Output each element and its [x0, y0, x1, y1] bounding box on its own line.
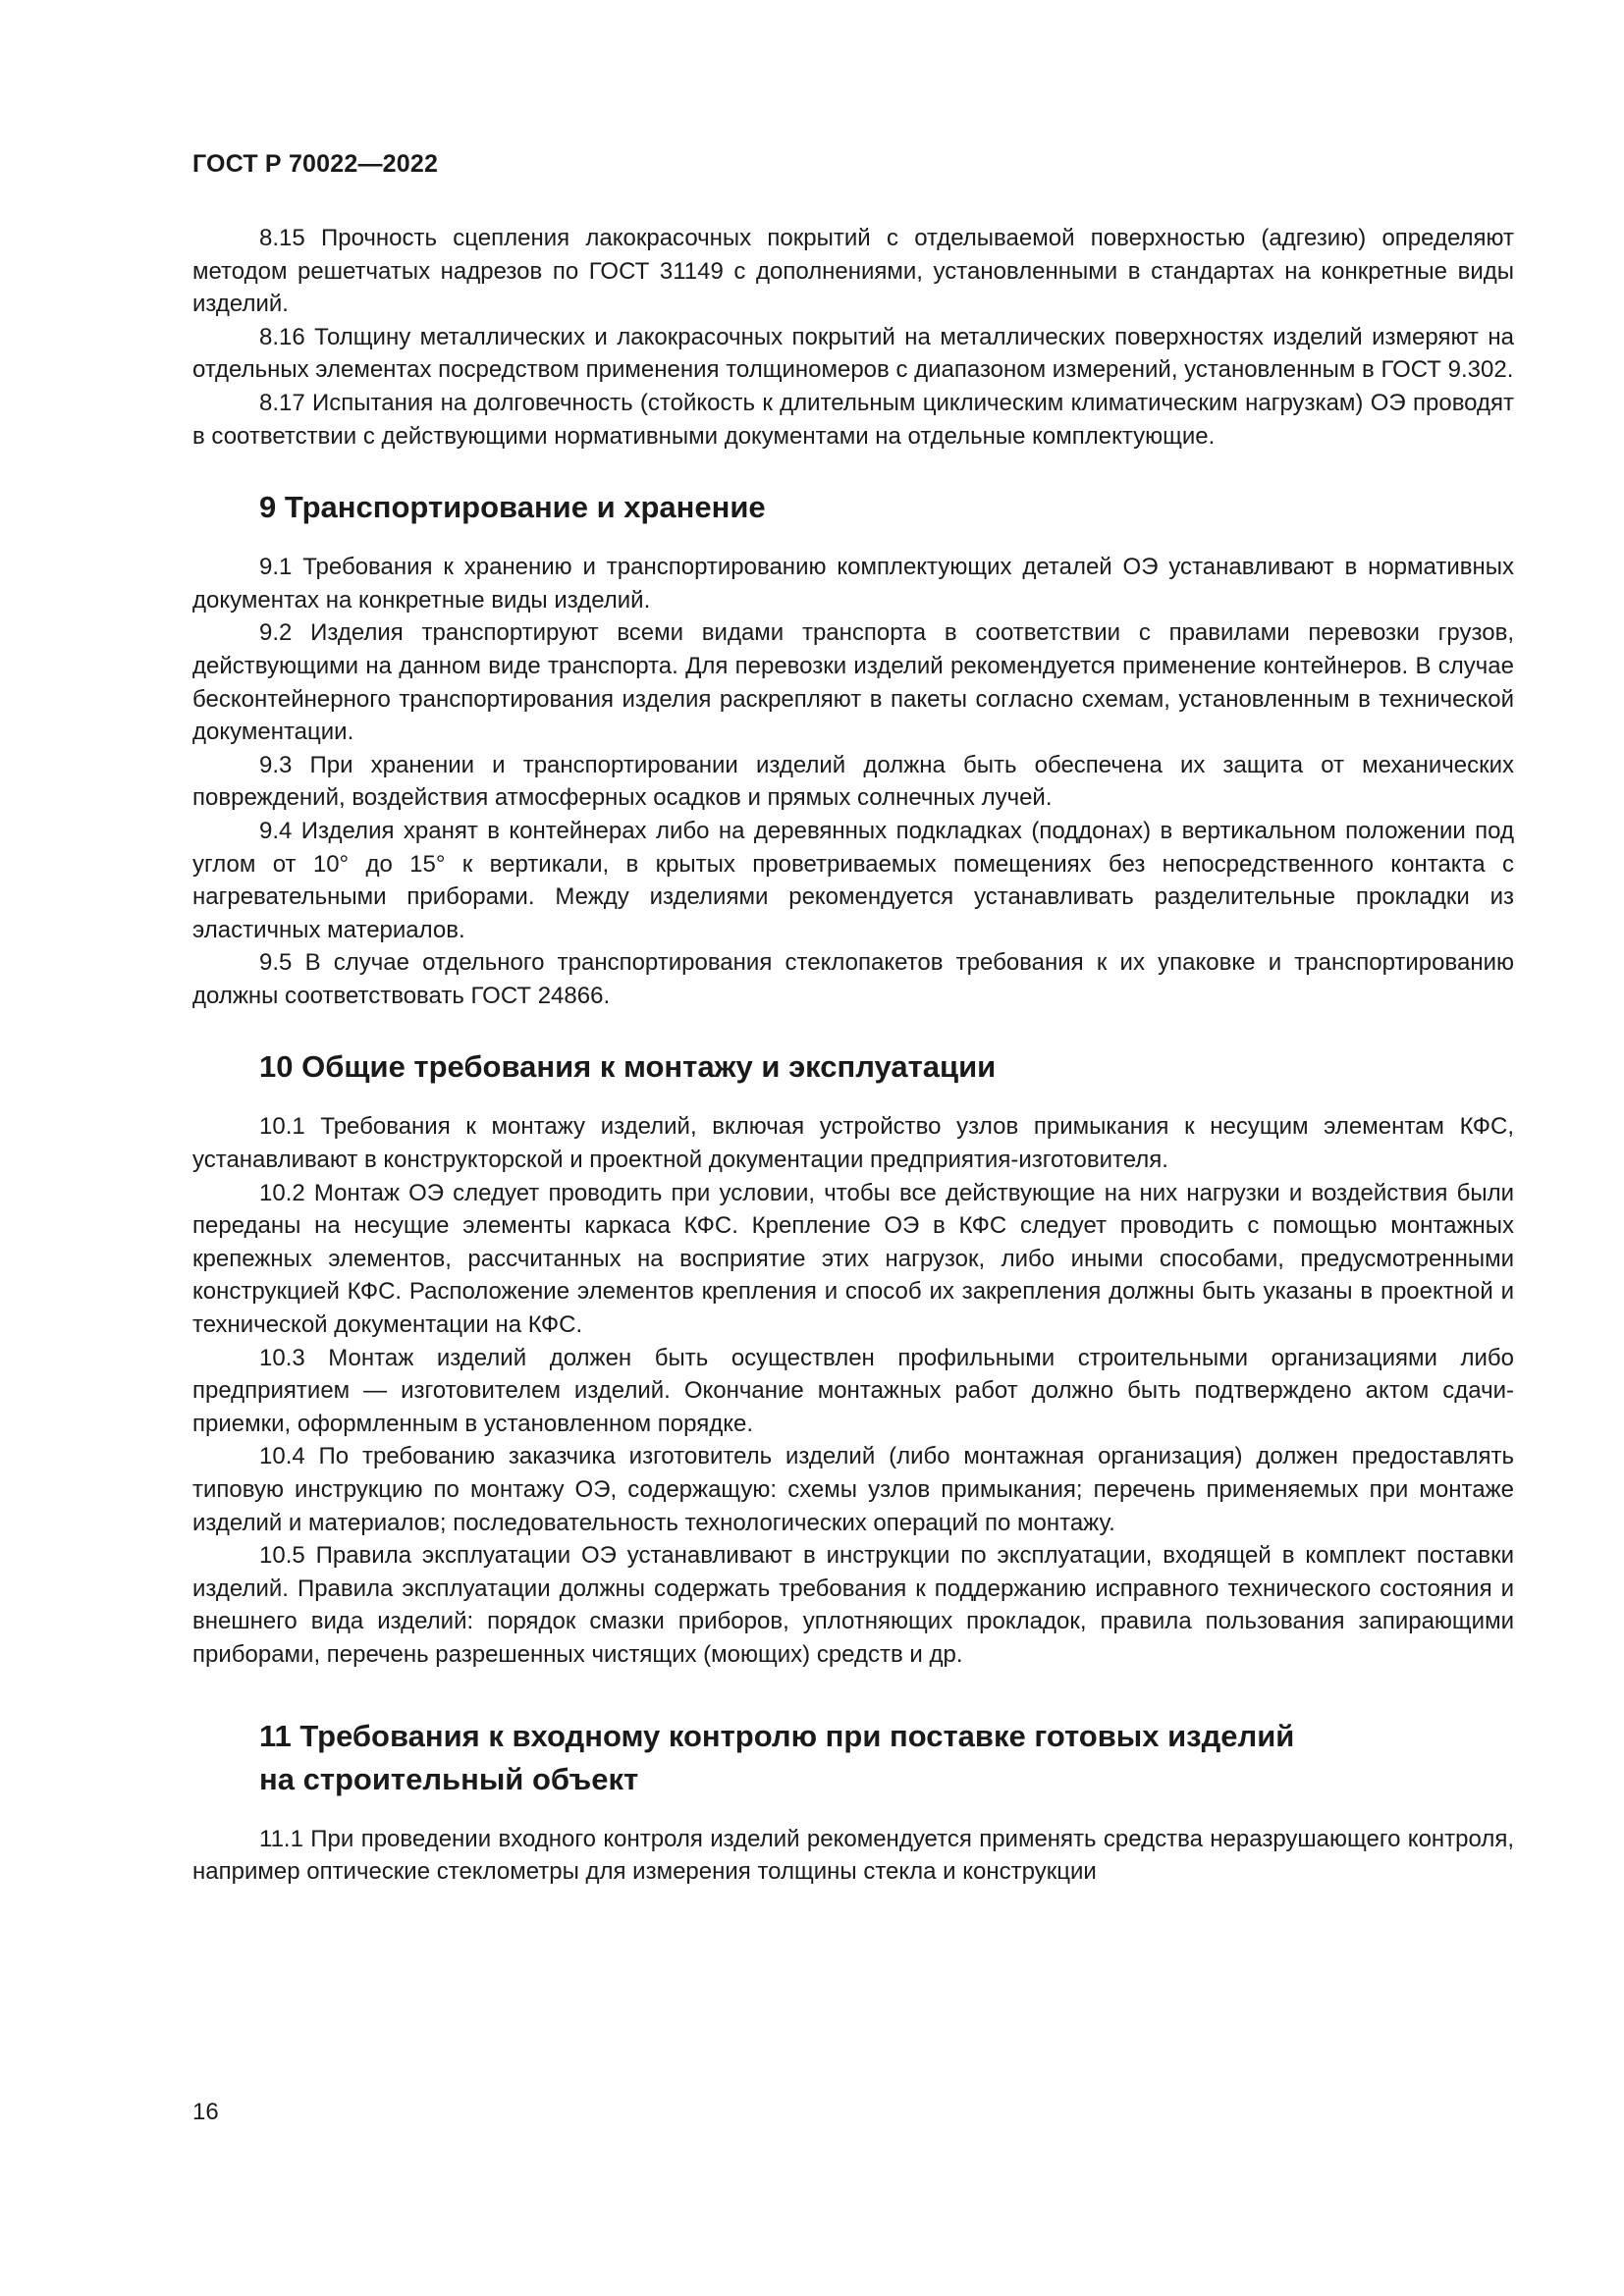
- paragraph-10-5: 10.5 Правила эксплуатации ОЭ устанавливают в инструкции по эксплуатации, входящей в комплект поставки изделий. Правила эксплуатации должны содержать требования к поддержанию исправного технического состояния и внешнего вида изделий: порядок смазки приборов, уплотняющих прокладок, правила пользования запирающими приборами, перечень разрешенных чистящих (моющих) средств и др.: [192, 1542, 1514, 1668]
- page-content: [192, 222, 1514, 1889]
- paragraph-10-1: 10.1 Требования к монтажу изделий, включая устройство узлов примыкания к несущим элементам КФС, устанавливают в конструкторской и проектной документации предприятия-изготовителя.: [192, 1113, 1514, 1174]
- document-header: ГОСТ Р 70022—2022: [192, 150, 439, 178]
- paragraph-9-3: 9.3 При хранении и транспортировании изделий должна быть обеспечена их защита от механических повреждений, воздействия атмосферных осадков и прямых солнечных лучей.: [192, 751, 1514, 812]
- paragraph-8-16: 8.16 Толщину металлических и лакокрасочных покрытий на металлических поверхностях изделий измеряют на отдельных элементах посредством применения толщиномеров с диапазоном измерений, установленным в ГОСТ 9.302.: [192, 323, 1514, 384]
- paragraph-8-15: 8.15 Прочность сцепления лакокрасочных покрытий с отделываемой поверхностью (адгезию) определяют методом решетчатых надрезов по ГОСТ 31149 с дополнениями, установленными в стандартах на конкретные виды изделий.: [192, 225, 1514, 318]
- paragraph-11-1: 11.1 При проведении входного контроля изделий рекомендуется применять средства неразрушающего контроля, например оптические стеклометры для измерения толщины стекла и конструкции: [192, 1825, 1514, 1886]
- section-11-heading-line2: на строительный объект: [259, 1761, 639, 1796]
- paragraph-9-1: 9.1 Требования к хранению и транспортированию комплектующих деталей ОЭ устанавливают в нормативных документах на конкретные виды изделий.: [192, 554, 1514, 614]
- page-number: 16: [192, 2099, 219, 2125]
- section-9-heading: 9 Транспортирование и хранение: [259, 490, 766, 525]
- section-11-heading-line1: 11 Требования к входному контролю при поставке готовых изделий: [259, 1718, 1295, 1753]
- paragraph-10-4: 10.4 По требованию заказчика изготовитель изделий (либо монтажная организация) должен предоставлять типовую инструкцию по монтажу ОЭ, содержащую: схемы узлов примыкания; перечень применяемых при монтаже изделий и материалов; последовательность технологических операций по монтажу.: [192, 1443, 1514, 1536]
- paragraph-9-4: 9.4 Изделия хранят в контейнерах либо на деревянных подкладках (поддонах) в вертикальном положении под углом от 10° до 15° к вертикали, в крытых проветриваемых помещениях без непосредственного контакта с нагревательными приборами. Между изделиями рекомендуется устанавливать разделительные прокладки из эластичных материалов.: [192, 817, 1514, 943]
- paragraph-9-2: 9.2 Изделия транспортируют всеми видами транспорта в соответствии с правилами перевозки грузов, действующими на данном виде транспорта. Для перевозки изделий рекомендуется применение контейнеров. В случае бесконтейнерного транспортирования изделия раскрепляют в пакеты согласно схемам, установленным в технической документации.: [192, 619, 1514, 746]
- paragraph-8-17: 8.17 Испытания на долговечность (стойкость к длительным циклическим климатическим нагрузкам) ОЭ проводят в соответствии с действующими нормативными документами на отдельные комплектующие.: [192, 389, 1514, 450]
- section-10-heading: 10 Общие требования к монтажу и эксплуатации: [259, 1049, 997, 1085]
- paragraph-9-5: 9.5 В случае отдельного транспортирования стеклопакетов требования к их упаковке и транспортированию должны соответствовать ГОСТ 24866.: [192, 949, 1514, 1009]
- paragraph-10-2: 10.2 Монтаж ОЭ следует проводить при условии, чтобы все действующие на них нагрузки и воздействия были переданы на несущие элементы каркаса КФС. Крепление ОЭ в КФС следует проводить с помощью монтажных крепежных элементов, рассчитанных на восприятие этих нагрузок, либо иными способами, предусмотренными конструкцией КФС. Расположение элементов крепления и способ их закрепления должны быть указаны в проектной и технической документации на КФС.: [192, 1179, 1514, 1339]
- paragraph-10-3: 10.3 Монтаж изделий должен быть осуществлен профильными строительными организациями либо предприятием — изготовителем изделий. Окончание монтажных работ должно быть подтверждено актом сдачи-приемки, оформленным в установленном порядке.: [192, 1344, 1514, 1437]
- section-11-heading: [192, 1715, 1514, 1801]
